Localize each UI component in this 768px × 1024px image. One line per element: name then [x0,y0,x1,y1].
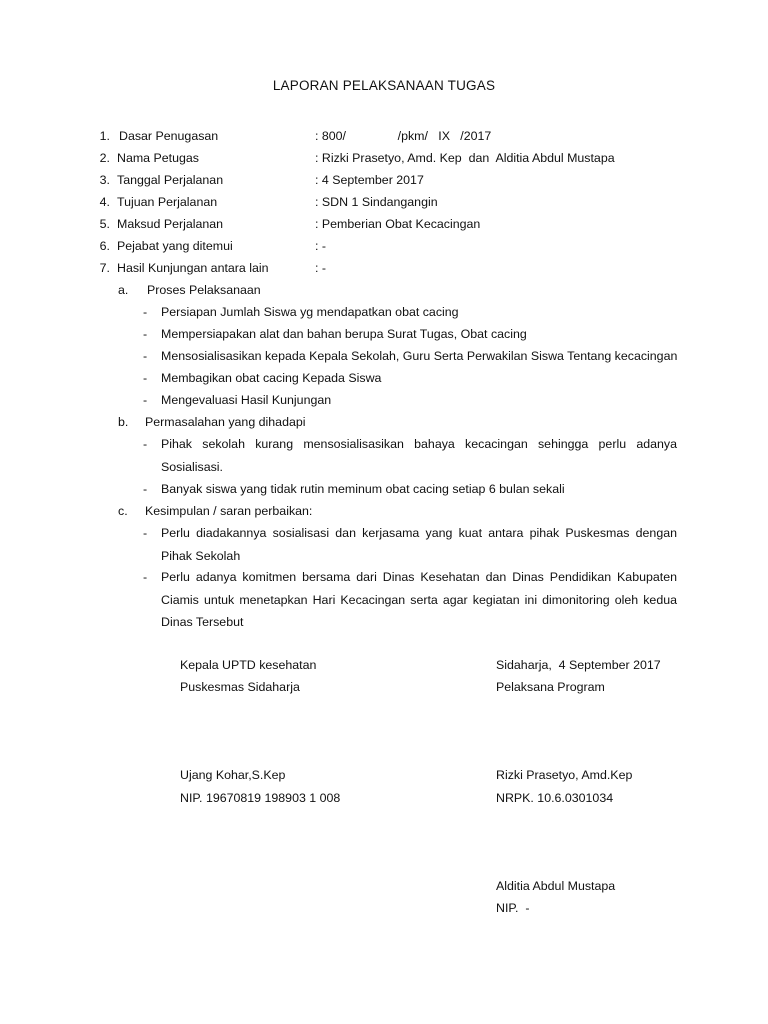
field-number: 5. [99,217,110,231]
left-signer-position: Kepala UPTD kesehatan [180,658,317,672]
field-number: 2. [99,151,110,165]
bullet-dash: - [143,393,148,407]
field-label: Maksud Perjalanan [117,217,224,231]
left-signer-name: Ujang Kohar,S.Kep [180,768,286,782]
section-letter: a. [118,283,129,297]
field-number: 6. [99,239,110,253]
field-label: Hasil Kunjungan antara lain [117,261,269,275]
second-signer-name: Alditia Abdul Mustapa [496,879,616,893]
field-value: : 4 September 2017 [315,173,424,187]
bullet-dash: - [143,482,148,496]
field-value: : SDN 1 Sindangangin [315,195,438,209]
bullet-dash: - [143,437,148,451]
section-heading: Permasalahan yang dihadapi [145,415,306,429]
list-item-text: Mengevaluasi Hasil Kunjungan [161,393,332,407]
section-heading: Kesimpulan / saran perbaikan: [145,504,313,518]
field-value: : Pemberian Obat Kecacingan [315,217,481,231]
field-number: 3. [99,173,110,187]
field-label: Nama Petugas [117,151,199,165]
section-heading: Proses Pelaksanaan [147,283,261,297]
list-item-text: Mensosialisasikan kepada Kepala Sekolah, Guru Serta Perwakilan Siswa Tentang kecacingan [161,349,678,363]
list-item-text: Banyak siswa yang tidak rutin meminum obat cacing setiap 6 bulan sekali [161,482,565,496]
bullet-dash: - [143,349,148,363]
place-date: Sidaharja, 4 September 2017 [496,658,661,672]
field-label: Pejabat yang ditemui [117,239,233,253]
list-item-text: Persiapan Jumlah Siswa yg mendapatkan obat cacing [161,305,459,319]
field-value: : - [315,239,327,253]
field-value: : 800/ /pkm/ IX /2017 [315,129,492,143]
field-number: 1. [99,129,110,143]
left-signer-office: Puskesmas Sidaharja [180,680,300,694]
list-item-text: Mempersiapakan alat dan bahan berupa Surat Tugas, Obat cacing [161,327,527,341]
right-signer-id: NRPK. 10.6.0301034 [496,791,614,805]
field-number: 4. [99,195,110,209]
right-signer-name: Rizki Prasetyo, Amd.Kep [496,768,633,782]
left-signer-id: NIP. 19670819 198903 1 008 [180,791,341,805]
right-signer-position: Pelaksana Program [496,680,605,694]
field-value: : - [315,261,327,275]
field-label: Dasar Penugasan [119,129,219,143]
bullet-dash: - [143,371,148,385]
list-item-text: Membagikan obat cacing Kepada Siswa [161,371,382,385]
field-number: 7. [99,261,110,275]
bullet-dash: - [143,305,148,319]
bullet-dash: - [143,570,148,584]
list-item-text: Pihak sekolah kurang mensosialisasikan bahaya kecacingan sehingga perlu adanya Sosialisasi. [161,437,677,474]
second-signer-id: NIP. - [496,901,530,915]
section-letter: c. [118,504,128,518]
list-item-text: Perlu adanya komitmen bersama dari Dinas Kesehatan dan Dinas Pendidikan Kabupaten Ciamis untuk menetapkan Hari Kecacingan serta agar kegiatan ini dimonitoring oleh kedua Dinas Tersebut [161,570,677,629]
list-item-text: Perlu diadakannya sosialisasi dan kerjasama yang kuat antara pihak Puskesmas dengan Pihak Sekolah [161,526,677,563]
field-label: Tujuan Perjalanan [117,195,218,209]
field-label: Tanggal Perjalanan [117,173,224,187]
field-value: : Rizki Prasetyo, Amd. Kep dan Alditia Abdul Mustapa [315,151,615,165]
document-title: LAPORAN PELAKSANAAN TUGAS [272,78,496,93]
bullet-dash: - [143,327,148,341]
bullet-dash: - [143,526,148,540]
section-letter: b. [118,415,129,429]
